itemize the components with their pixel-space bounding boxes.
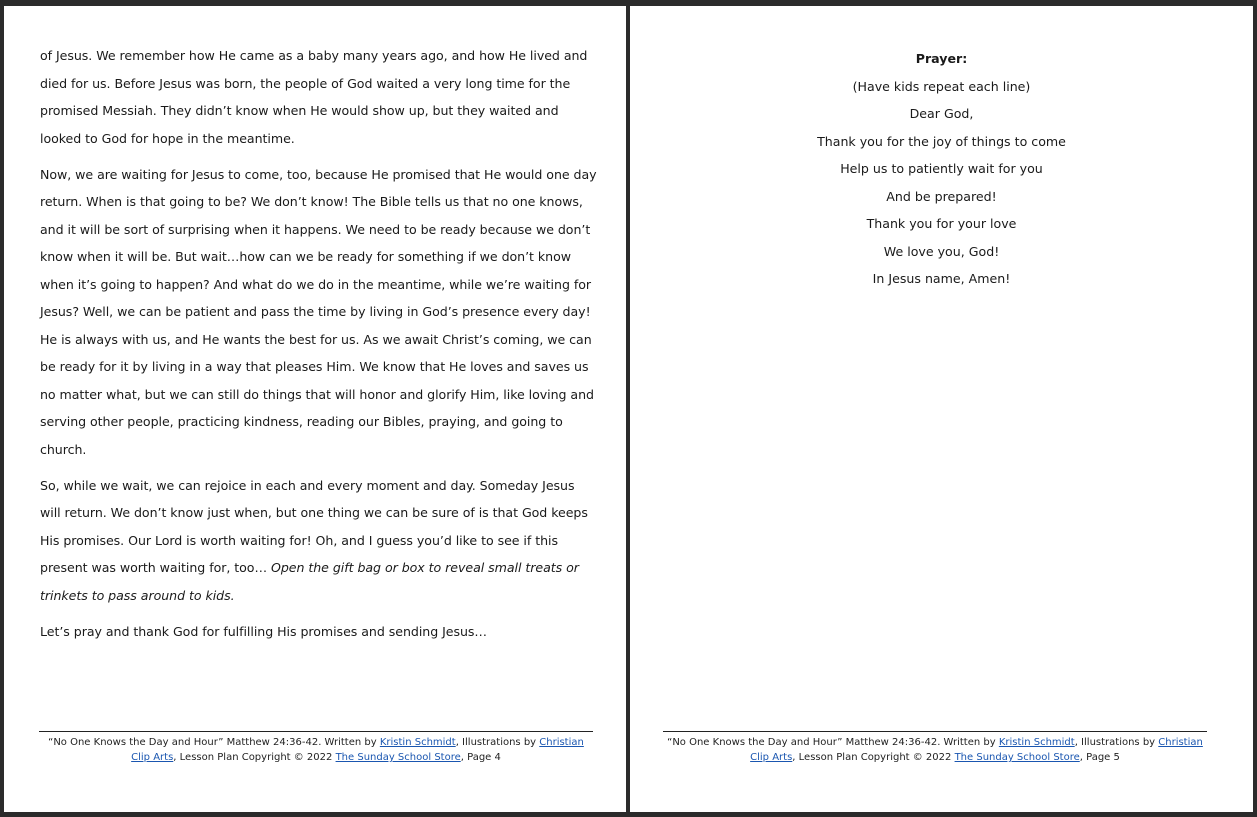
author-link[interactable]: Kristin Schmidt <box>379 737 456 748</box>
footer-mid-2: , Lesson Plan Copyright © 2022 <box>792 752 955 763</box>
store-link[interactable]: The Sunday School Store <box>954 752 1080 763</box>
prayer-heading: Prayer: <box>915 51 968 66</box>
page-4 <box>4 6 626 812</box>
paragraph-3-text: So, while we wait, we can rejoice in each and every moment and day. Someday Jesus will return. We don’t know just when, but one thing we can be sure of is that God keeps His promises. Our Lord is worth waiting for! Oh, and I guess you’d like to see if this present was worth waiting for, too… <box>40 477 588 575</box>
paragraph-3-instruction: Open the gift bag or box to reveal small treats or trinkets to pass around to kids. <box>40 560 579 603</box>
footer-divider <box>663 731 1207 732</box>
footer-prefix: “No One Knows the Day and Hour” Matthew 24:36-42. Written by <box>667 737 999 748</box>
page-5 <box>630 6 1253 812</box>
footer-mid-1: , Illustrations by <box>1074 737 1159 748</box>
prayer-line: In Jesus name, Amen! <box>872 271 1011 286</box>
prayer-line: Thank you for the joy of things to come <box>817 133 1066 149</box>
page-footer <box>39 735 593 765</box>
footer-prefix: “No One Knows the Day and Hour” Matthew 24:36-42. Written by <box>48 737 380 748</box>
paragraph-1: of Jesus. We remember how He came as a baby many years ago, and how He lived and died for us. Before Jesus was born, the people of God waited a very long time for the promised Messiah. They didn’t know when He would show up, but they waited and looked to God for hope in the meantime. <box>40 48 588 146</box>
paragraph-2: Now, we are waiting for Jesus to come, too, because He promised that He would one day return. When is that going to be? We don’t know! The Bible tells us that no one knows, and it will be sort of surprising when it happens. We need to be ready because we don’t know when it will be. But wait…how can we be ready for something if we don’t know when it’s going to happen? And what do we do in the meantime, while we’re waiting for Jesus? Well, we can be patient and pass the time by living in God’s presence every day! He is always with us, and He wants the best for us. As we await Christ’s coming, we can be ready for it by living in a way that pleases Him. We know that He loves and saves us no matter what, but we can still do things that will honor and glorify Him, like loving and serving other people, practicing kindness, reading our Bibles, praying, and going to church. <box>40 166 597 457</box>
prayer-line: (Have kids repeat each line) <box>852 78 1031 94</box>
prayer-line: Thank you for your love <box>866 216 1017 231</box>
paragraph-4: Let’s pray and thank God for fulfilling His promises and sending Jesus… <box>40 623 487 639</box>
page-footer <box>663 735 1207 765</box>
lesson-body-text <box>40 42 598 654</box>
footer-divider <box>39 731 593 732</box>
store-link[interactable]: The Sunday School Store <box>335 752 461 763</box>
prayer-line: Help us to patiently wait for you <box>840 161 1043 176</box>
prayer-section <box>630 45 1253 293</box>
page-number: , Page 5 <box>1079 752 1120 763</box>
illustrator-link[interactable]: Christian Clip Arts <box>750 737 1203 763</box>
paragraph-3 <box>40 472 598 610</box>
footer-mid-2: , Lesson Plan Copyright © 2022 <box>173 752 336 763</box>
illustrator-link[interactable]: Christian Clip Arts <box>131 737 584 763</box>
prayer-line: We love you, God! <box>883 243 1000 259</box>
footer-mid-1: , Illustrations by <box>455 737 540 748</box>
page-number: , Page 4 <box>460 752 501 763</box>
prayer-line: And be prepared! <box>886 188 997 204</box>
author-link[interactable]: Kristin Schmidt <box>998 737 1075 748</box>
prayer-line: Dear God, <box>909 106 974 121</box>
